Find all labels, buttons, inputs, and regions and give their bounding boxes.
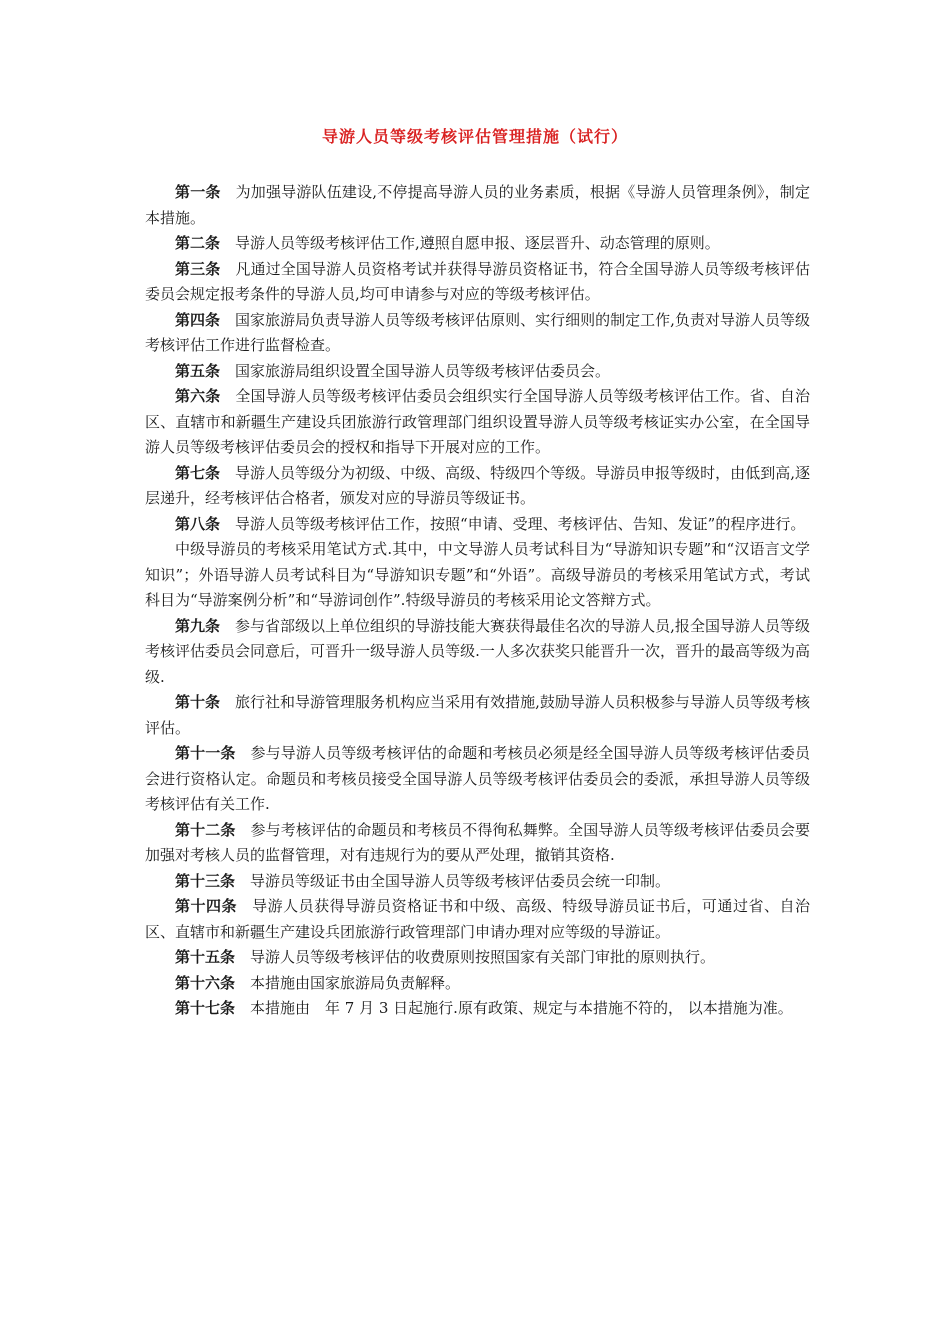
document-title: 导游人员等级考核评估管理措施（试行） [321, 127, 628, 146]
article-13 [145, 869, 810, 895]
article-7 [145, 461, 810, 512]
article-label: 第九条 [175, 616, 221, 635]
article-text: 导游人员等级考核评估工作,遵照自愿申报、逐层晋升、动态管理的原则。 [235, 234, 720, 252]
article-text: 全国导游人员等级考核评估委员会组织实行全国导游人员等级考核评估工作。省、自治区、直辖市和新疆生产建设兵团旅游行政管理部门组织设置导游人员等级考核证实办公室，在全国导游人员等级考核评估委员会的授权和指导下开展对应的工作。 [145, 387, 810, 456]
article-label: 第一条 [175, 183, 221, 201]
article-14 [145, 894, 810, 945]
article-6 [145, 384, 810, 461]
article-text: 国家旅游局组织设置全国导游人员等级考核评估委员会。 [235, 361, 611, 380]
article-text: 参与导游人员等级考核评估的命题和考核员必须是经全国导游人员等级考核评估委员会进行资格认定。命题员和考核员接受全国导游人员等级考核评估委员会的委派，承担导游人员等级考核评估有关工作. [145, 744, 810, 813]
article-label: 第三条 [175, 259, 221, 278]
article-text: 旅行社和导游管理服务机构应当采用有效措施,鼓励导游人员积极参与导游人员等级考核评估。 [145, 693, 810, 737]
article-1 [145, 180, 810, 231]
article-12 [145, 818, 810, 869]
article-text: 参与省部级以上单位组织的导游技能大赛获得最佳名次的导游人员,报全国导游人员等级考核评估委员会同意后，可晋升一级导游人员等级.一人多次获奖只能晋升一次，晋升的最高等级为高级. [145, 616, 810, 686]
article-label: 第十六条 [175, 973, 236, 992]
article-text: 中级导游员的考核采用笔试方式.其中，中文导游人员考试科目为“导游知识专题”和“汉语言文学知识”；外语导游人员考试科目为“导游知识专题”和“外语”。高级导游员的考核采用笔试方式，考试科目为“导游案例分析”和“导游词创作”.特级导游员的考核采用论文答辩方式。 [145, 540, 810, 609]
article-label: 第十一条 [175, 744, 236, 762]
article-5 [145, 359, 810, 385]
article-10 [145, 690, 810, 741]
article-text: 国家旅游局负责导游人员等级考核评估原则、实行细则的制定工作,负责对导游人员等级考核评估工作进行监督检查。 [145, 310, 810, 354]
article-2 [145, 231, 810, 257]
article-text: 导游人员等级考核评估的收费原则按照国家有关部门审批的原则执行。 [250, 948, 716, 966]
article-label: 第七条 [175, 463, 221, 482]
article-text: 为加强导游队伍建设,不停提高导游人员的业务素质，根据《导游人员管理条例》，制定本措施。 [145, 183, 810, 227]
article-text: 参与考核评估的命题员和考核员不得徇私舞弊。全国导游人员等级考核评估委员会要加强对考核人员的监督管理，对有违规行为的要从严处理，撤销其资格. [145, 820, 810, 864]
article-label: 第十四条 [175, 897, 238, 915]
article-text: 本措施由国家旅游局负责解释。 [250, 973, 461, 992]
article-label: 第十五条 [175, 948, 236, 966]
article-9 [145, 614, 810, 691]
article-8 [145, 512, 810, 538]
article-text: 导游人员等级考核评估工作，按照“申请、受理、考核评估、告知、发证”的程序进行。 [235, 514, 806, 533]
article-label: 第六条 [175, 387, 221, 405]
article-text: 导游人员等级分为初级、中级、高级、特级四个等级。导游员申报等级时，由低到高,逐层递升，经考核评估合格者，颁发对应的导游员等级证书。 [145, 463, 810, 507]
article-11 [145, 741, 810, 818]
article-label: 第十二条 [175, 820, 236, 839]
article-label: 第四条 [175, 310, 221, 329]
article-16 [145, 971, 810, 997]
article-3 [145, 257, 810, 308]
document-body [145, 180, 810, 1022]
article-17 [145, 996, 810, 1022]
article-text: 导游员等级证书由全国导游人员等级考核评估委员会统一印制。 [250, 871, 671, 890]
article-label: 第十七条 [175, 999, 236, 1017]
article-text: 凡通过全国导游人员资格考试并获得导游员资格证书，符合全国导游人员等级考核评估委员会规定报考条件的导游人员,均可申请参与对应的等级考核评估。 [145, 259, 810, 303]
article-text: 导游人员获得导游员资格证书和中级、高级、特级导游员证书后，可通过省、自治区、直辖市和新疆生产建设兵团旅游行政管理部门申请办理对应等级的导游证。 [145, 897, 810, 941]
article-4 [145, 308, 810, 359]
article-label: 第五条 [175, 361, 221, 380]
article-8-continuation [145, 537, 810, 614]
article-label: 第十三条 [175, 871, 236, 890]
article-text: 本措施由 年 7 月 3 日起施行.原有政策、规定与本措施不符的， 以本措施为准。 [250, 999, 793, 1017]
article-15 [145, 945, 810, 971]
article-label: 第二条 [175, 234, 221, 252]
article-label: 第八条 [175, 514, 221, 533]
article-label: 第十条 [175, 693, 221, 711]
